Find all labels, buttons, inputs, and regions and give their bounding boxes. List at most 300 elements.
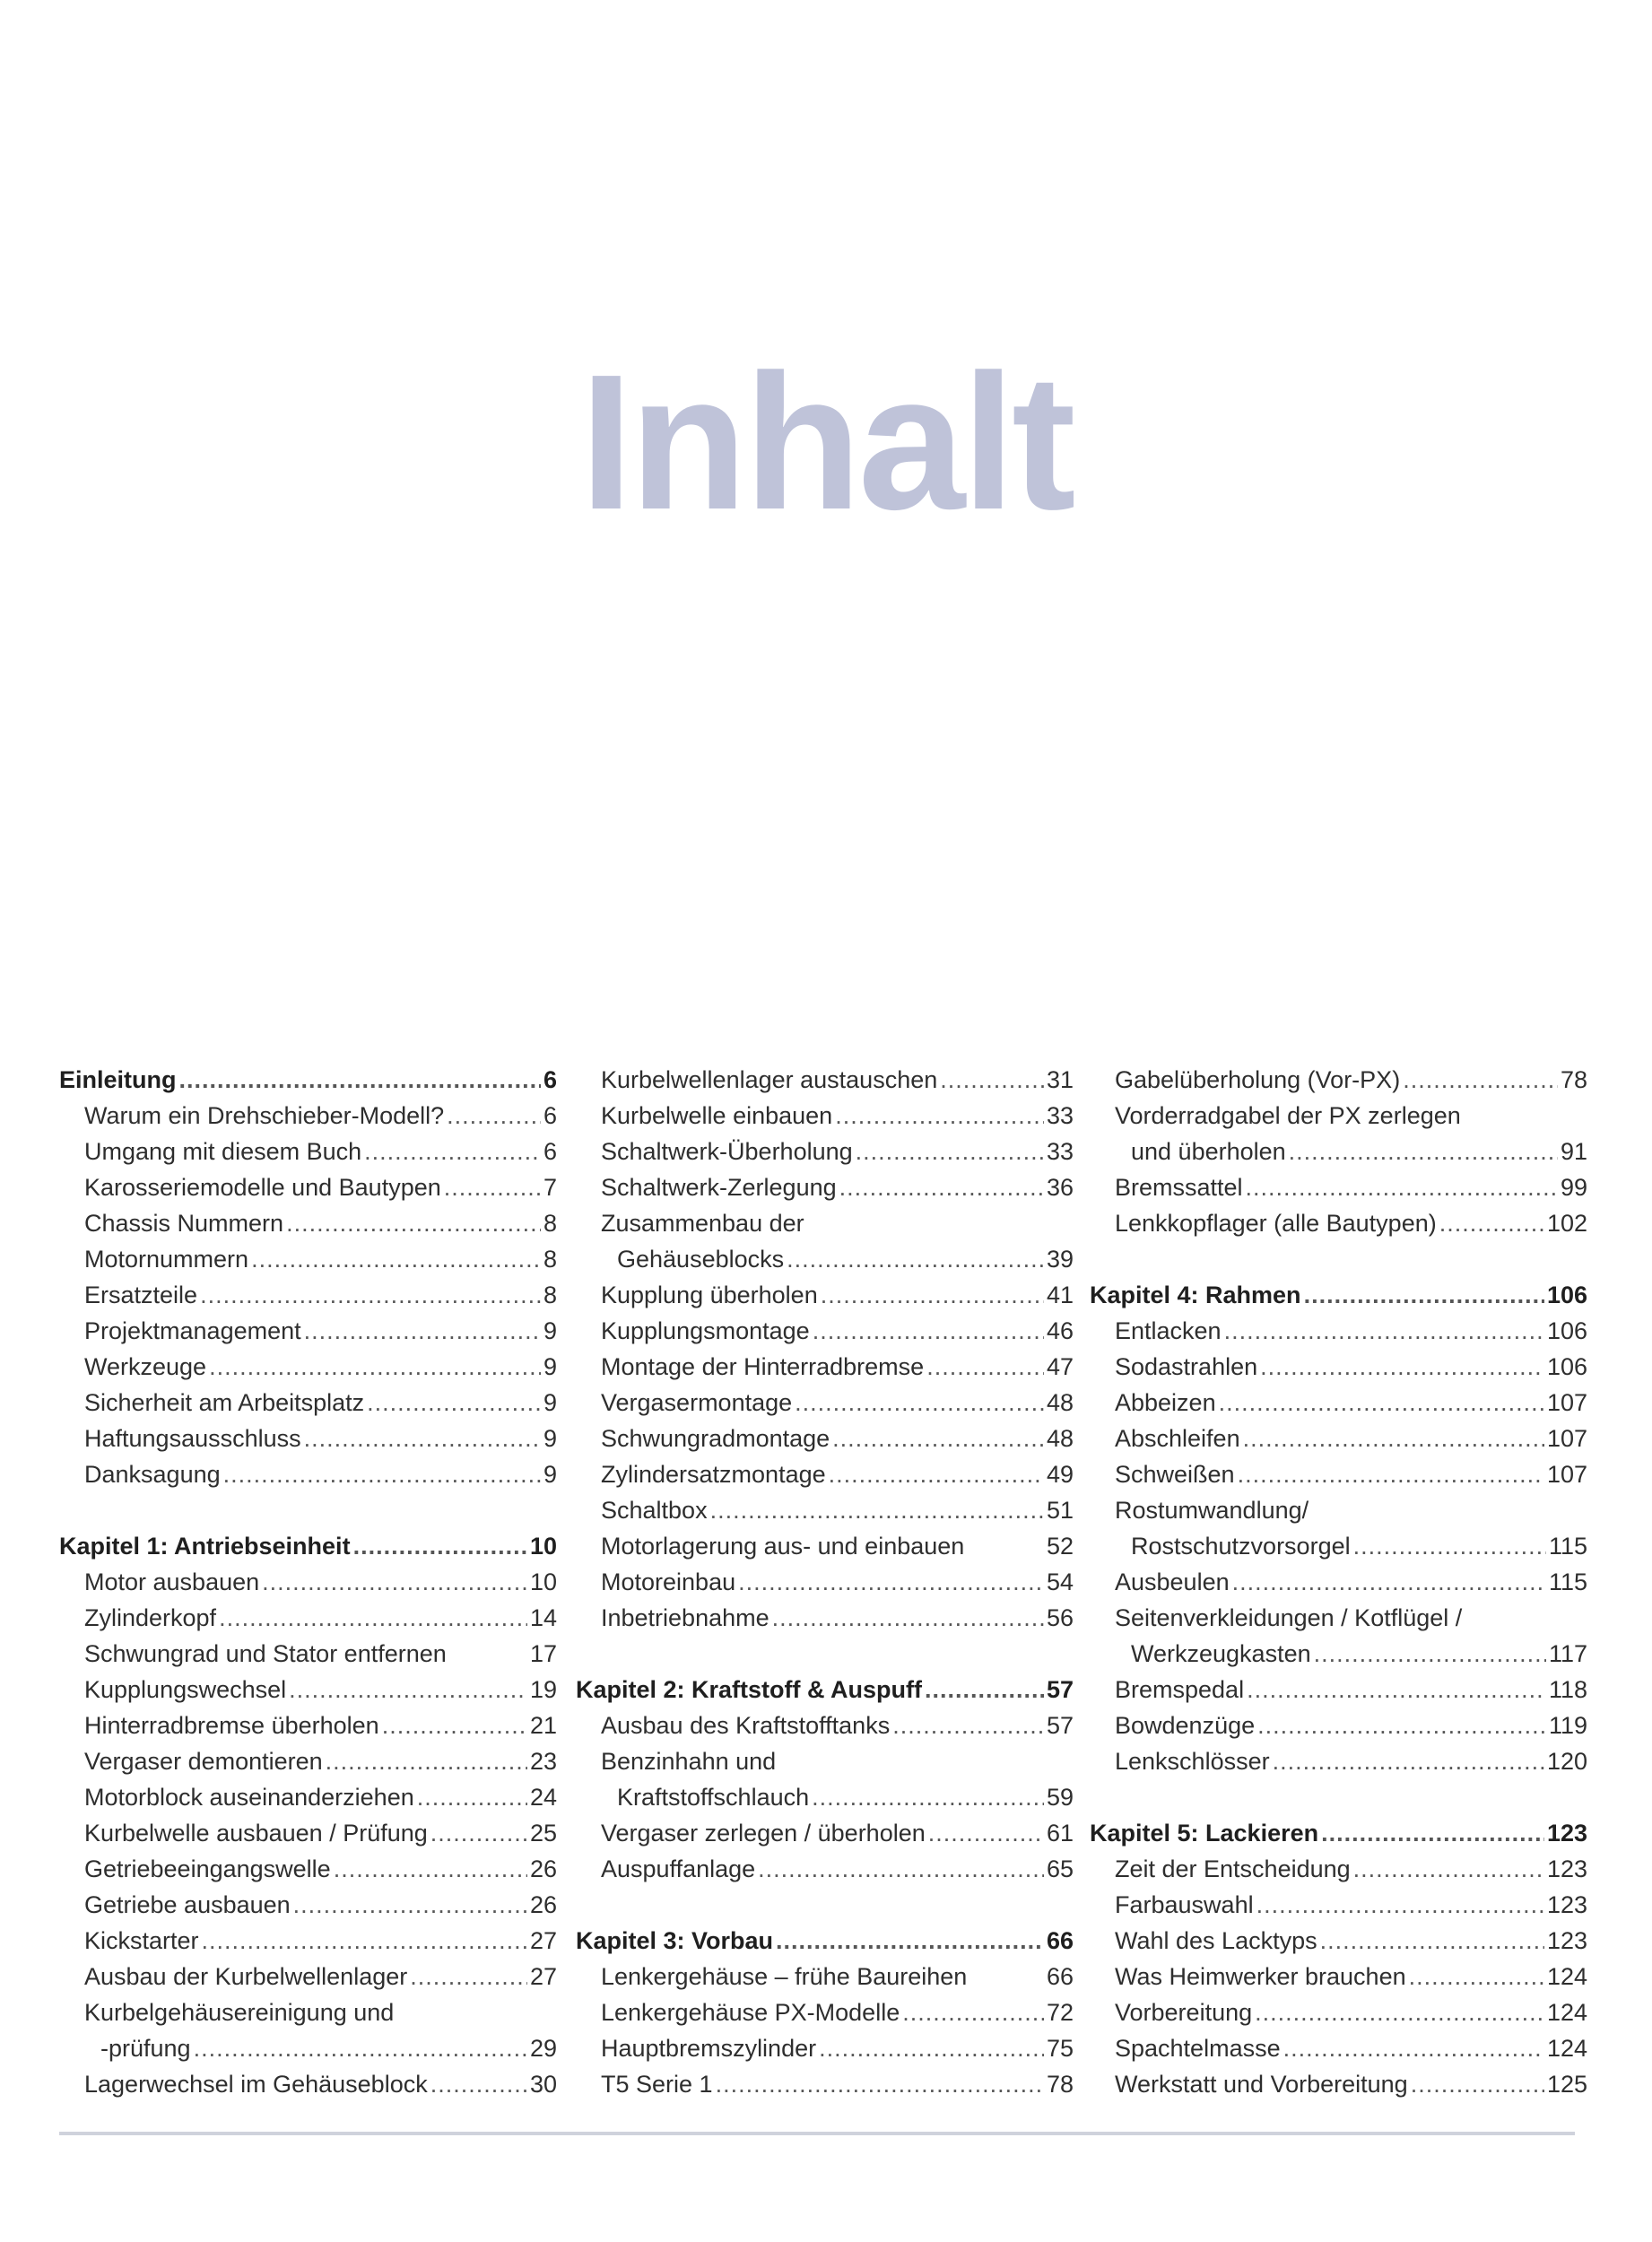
toc-entry-title: Spachtelmasse <box>1115 2035 1281 2062</box>
toc-entry <box>1090 1492 1587 1528</box>
toc-page-number: 19 <box>529 1676 557 1703</box>
toc-entry <box>576 1385 1074 1421</box>
toc-page-number: 49 <box>1046 1461 1074 1488</box>
toc-page-number: 65 <box>1046 1855 1074 1882</box>
toc-entry <box>576 1564 1074 1600</box>
toc-entry-title: Hauptbremszylinder <box>601 2035 817 2062</box>
toc-entry-title: Schaltwerk-Überholung <box>601 1138 853 1165</box>
toc-entry <box>1090 1708 1587 1743</box>
toc-entry-title: Kapitel 5: Lackieren <box>1090 1820 1319 1847</box>
dot-leader <box>1243 1421 1544 1456</box>
toc-entry <box>576 1098 1074 1134</box>
toc-entry <box>1090 1851 1587 1887</box>
toc-entry-title: Entlacken <box>1115 1317 1222 1344</box>
toc-page-number: 52 <box>1046 1533 1074 1560</box>
toc-entry-title: Ausbau des Kraftstofftanks <box>601 1712 891 1739</box>
toc-entry-title: -prüfung <box>100 2035 191 2062</box>
toc-entry-title: Abbeizen <box>1115 1389 1216 1416</box>
dot-leader <box>776 1923 1044 1959</box>
dot-leader <box>1224 1313 1544 1349</box>
toc-entry-title: Rostschutzvorsorgel <box>1131 1533 1351 1560</box>
toc-entry <box>576 1205 1074 1241</box>
toc-entry-title: Kurbelgehäusereinigung und <box>84 1999 395 2026</box>
toc-entry-title: Vergaser zerlegen / überholen <box>601 1820 926 1847</box>
dot-leader <box>179 1062 541 1098</box>
toc-entry-title: Danksagung <box>84 1461 221 1488</box>
toc-page-number: 99 <box>1560 1174 1587 1201</box>
toc-entry <box>59 1851 557 1887</box>
dot-leader <box>940 1062 1044 1098</box>
dot-leader <box>1314 1636 1546 1672</box>
dot-leader <box>364 1134 541 1169</box>
toc-entry-title: Schweißen <box>1115 1461 1235 1488</box>
toc-entry-title: Kapitel 4: Rahmen <box>1090 1282 1301 1308</box>
toc-page-number: 61 <box>1046 1820 1074 1847</box>
toc-entry-title: Schaltwerk-Zerlegung <box>601 1174 837 1201</box>
toc-entry-title: Bowdenzüge <box>1115 1712 1256 1739</box>
toc-entry-title: Inbetriebnahme <box>601 1604 769 1631</box>
dot-leader <box>200 1277 541 1313</box>
toc-chapter-heading <box>59 1062 557 1098</box>
toc-column-2 <box>576 1062 1074 2102</box>
dot-leader <box>772 1600 1044 1636</box>
dot-leader <box>1321 1815 1544 1851</box>
toc-page-number: 17 <box>529 1640 557 1667</box>
dot-leader <box>839 1169 1044 1205</box>
toc-entry <box>59 1169 557 1205</box>
toc-entry-title: Einleitung <box>59 1066 177 1093</box>
toc-page-number: 56 <box>1046 1604 1074 1631</box>
toc-entry <box>59 1600 557 1636</box>
toc-entry-title: Ersatzteile <box>84 1282 198 1308</box>
dot-leader <box>1403 1062 1558 1098</box>
toc-entry <box>1090 1528 1587 1564</box>
toc-entry <box>59 1887 557 1923</box>
toc-entry <box>1090 1134 1587 1169</box>
toc-entry-title: Seitenverkleidungen / Kotflügel / <box>1115 1604 1463 1631</box>
dot-leader <box>1260 1349 1544 1385</box>
dot-leader <box>835 1098 1044 1134</box>
toc-entry <box>1090 1636 1587 1672</box>
toc-entry-title: Getriebeeingangswelle <box>84 1855 331 1882</box>
toc-page-number: 46 <box>1046 1317 1074 1344</box>
dot-leader <box>304 1313 541 1349</box>
toc-entry-title: Zeit der Entscheidung <box>1115 1855 1351 1882</box>
toc-page-number: 66 <box>1046 1963 1074 1990</box>
toc-page-number: 26 <box>529 1855 557 1882</box>
toc-page-number: 125 <box>1546 2071 1587 2098</box>
dot-leader <box>326 1743 527 1779</box>
dot-leader <box>289 1672 527 1708</box>
toc-entry-title: Lenkergehäuse PX-Modelle <box>601 1999 900 2026</box>
toc-entry-title: Projektmanagement <box>84 1317 301 1344</box>
toc-page-number: 23 <box>529 1748 557 1775</box>
toc-entry <box>59 1241 557 1277</box>
toc-entry-title: Zylindersatzmontage <box>601 1461 826 1488</box>
toc-entry-title: Gehäuseblocks <box>617 1246 785 1273</box>
toc-entry-title: Vergaser demontieren <box>84 1748 323 1775</box>
toc-entry <box>576 1815 1074 1851</box>
toc-column-3 <box>1090 1062 1587 2102</box>
dot-leader <box>1283 2030 1544 2066</box>
dot-leader <box>812 1779 1044 1815</box>
dot-leader <box>293 1887 527 1923</box>
toc-entry <box>1090 1313 1587 1349</box>
toc-entry-title: Kupplungswechsel <box>84 1676 287 1703</box>
toc-entry-title: Kapitel 2: Kraftstoff & Auspuff <box>576 1676 922 1703</box>
dot-leader <box>1409 1959 1544 1994</box>
toc-entry-title: Schaltbox <box>601 1497 708 1524</box>
toc-entry-title: Karosseriemodelle und Bautypen <box>84 1174 441 1201</box>
toc-entry <box>1090 2066 1587 2102</box>
toc-page-number: 72 <box>1046 1999 1074 2026</box>
toc-entry <box>1090 1600 1587 1636</box>
toc-chapter-heading <box>59 1528 557 1564</box>
toc-entry <box>576 1134 1074 1169</box>
toc-page-number: 123 <box>1546 1820 1587 1847</box>
dot-leader <box>417 1779 527 1815</box>
toc-entry <box>1090 1923 1587 1959</box>
dot-leader <box>819 2030 1044 2066</box>
toc-entry-title: Zylinderkopf <box>84 1604 217 1631</box>
toc-entry-title: Was Heimwerker brauchen <box>1115 1963 1406 1990</box>
toc-page-number: 29 <box>529 2035 557 2062</box>
dot-leader <box>262 1564 527 1600</box>
toc-entry-title: Vorderradgabel der PX zerlegen <box>1115 1102 1461 1129</box>
toc-page-number: 21 <box>529 1712 557 1739</box>
dot-leader <box>382 1708 527 1743</box>
toc-page-number: 9 <box>543 1389 557 1416</box>
toc-entry <box>59 1205 557 1241</box>
toc-entry <box>1090 1994 1587 2030</box>
toc-entry <box>576 1528 1074 1564</box>
toc-entry-title: Bremssattel <box>1115 1174 1243 1201</box>
dot-leader <box>716 2066 1044 2102</box>
toc-entry <box>59 1994 557 2030</box>
dot-leader <box>832 1421 1044 1456</box>
toc-page-number: 106 <box>1546 1282 1587 1308</box>
dot-leader <box>1255 1994 1544 2030</box>
toc-chapter-heading <box>576 1672 1074 1708</box>
toc-page-number: 9 <box>543 1461 557 1488</box>
toc-entry-title: Benzinhahn und <box>601 1748 777 1775</box>
toc-page-number: 48 <box>1046 1425 1074 1452</box>
toc-entry <box>1090 1205 1587 1241</box>
toc-entry-title: Kraftstoffschlauch <box>617 1784 810 1811</box>
dot-leader <box>1246 1169 1558 1205</box>
toc-entry-title: Ausbau der Kurbelwellenlager <box>84 1963 408 1990</box>
toc-entry-title: Lenkschlösser <box>1115 1748 1270 1775</box>
dot-leader <box>1304 1277 1544 1313</box>
dot-leader <box>1232 1564 1546 1600</box>
toc-page-number: 7 <box>543 1174 557 1201</box>
toc-entry-title: Schwungradmontage <box>601 1425 830 1452</box>
dot-leader <box>925 1672 1044 1708</box>
toc-entry <box>1090 2030 1587 2066</box>
toc-page-number: 30 <box>529 2071 557 2098</box>
toc-page-number: 54 <box>1046 1569 1074 1595</box>
toc-entry-title: Haftungsausschluss <box>84 1425 301 1452</box>
toc-entry <box>576 1492 1074 1528</box>
toc-page-number: 75 <box>1046 2035 1074 2062</box>
toc-entry <box>1090 1456 1587 1492</box>
toc-entry-title: und überholen <box>1131 1138 1286 1165</box>
toc-entry-title: Motorblock auseinanderziehen <box>84 1784 414 1811</box>
dot-leader <box>1289 1134 1558 1169</box>
toc-entry <box>59 1923 557 1959</box>
toc-page-number: 39 <box>1046 1246 1074 1273</box>
page-title: Inhalt <box>579 334 1073 550</box>
toc-entry <box>59 1134 557 1169</box>
toc-entry-title: Abschleifen <box>1115 1425 1240 1452</box>
toc-page-number: 118 <box>1548 1676 1587 1703</box>
dot-leader <box>430 2066 527 2102</box>
toc-entry-title: Rostumwandlung/ <box>1115 1497 1309 1524</box>
toc-entry-title: Kupplungsmontage <box>601 1317 810 1344</box>
toc-entry-title: Farbauswahl <box>1115 1891 1254 1918</box>
toc-entry <box>59 1313 557 1349</box>
toc-page-number: 120 <box>1546 1748 1587 1775</box>
toc-entry <box>576 1959 1074 1994</box>
dot-leader <box>367 1385 541 1421</box>
dot-leader <box>758 1851 1044 1887</box>
dot-leader <box>1353 1851 1544 1887</box>
toc-entry-title: Motorlagerung aus- und einbauen <box>601 1533 965 1560</box>
dot-leader <box>410 1959 527 1994</box>
toc-page-number: 57 <box>1046 1676 1074 1703</box>
dot-leader <box>829 1456 1044 1492</box>
dot-leader <box>856 1134 1044 1169</box>
toc-entry-title: Kapitel 1: Antriebseinheit <box>59 1533 351 1560</box>
toc-page-number: 119 <box>1548 1712 1587 1739</box>
toc-page-number: 27 <box>529 1927 557 1954</box>
dot-leader <box>821 1277 1044 1313</box>
toc-entry <box>576 1600 1074 1636</box>
toc-entry-title: Warum ein Drehschieber-Modell? <box>84 1102 445 1129</box>
dot-leader <box>926 1349 1044 1385</box>
toc-entry <box>59 1421 557 1456</box>
toc-entry <box>1090 1887 1587 1923</box>
toc-page-number: 51 <box>1046 1497 1074 1524</box>
toc-entry <box>576 1062 1074 1098</box>
toc-entry <box>576 1313 1074 1349</box>
toc-page-number: 9 <box>543 1425 557 1452</box>
toc-column-1 <box>59 1062 557 2102</box>
toc-entry-title: Chassis Nummern <box>84 1210 284 1237</box>
toc-page-number: 24 <box>529 1784 557 1811</box>
toc-entry <box>576 1169 1074 1205</box>
toc-page-number: 8 <box>543 1246 557 1273</box>
toc-entry-title: Kickstarter <box>84 1927 199 1954</box>
dot-leader <box>1273 1743 1544 1779</box>
toc-page-number: 106 <box>1546 1353 1587 1380</box>
toc-page-number: 115 <box>1548 1533 1587 1560</box>
toc-page-number: 78 <box>1560 1066 1587 1093</box>
toc-page-number: 8 <box>543 1282 557 1308</box>
toc-entry <box>576 1349 1074 1385</box>
toc-page-number: 123 <box>1546 1891 1587 1918</box>
dot-leader <box>1238 1456 1544 1492</box>
dot-leader <box>444 1169 541 1205</box>
toc-entry <box>576 2030 1074 2066</box>
toc-page-number: 123 <box>1546 1927 1587 1954</box>
toc-entry <box>576 1277 1074 1313</box>
toc-entry <box>59 1385 557 1421</box>
toc-page-number: 6 <box>543 1102 557 1129</box>
toc-entry-title: Werkzeuge <box>84 1353 207 1380</box>
toc-page-number: 10 <box>529 1569 557 1595</box>
dot-leader <box>813 1313 1044 1349</box>
toc-entry <box>1090 1959 1587 1994</box>
toc-page-number: 107 <box>1546 1425 1587 1452</box>
toc-entry <box>59 1708 557 1743</box>
toc-entry <box>59 1743 557 1779</box>
toc-entry-title: Kurbelwelle ausbauen / Prüfung <box>84 1820 428 1847</box>
toc-entry-title: Kurbelwelle einbauen <box>601 1102 833 1129</box>
toc-entry <box>576 1779 1074 1815</box>
toc-entry <box>59 1959 557 1994</box>
toc-entry <box>59 2030 557 2066</box>
toc-page-number: 124 <box>1546 1963 1587 1990</box>
toc-page-number: 9 <box>543 1353 557 1380</box>
toc-chapter-heading <box>1090 1277 1587 1313</box>
toc-chapter-heading <box>1090 1815 1587 1851</box>
bottom-divider <box>59 2132 1575 2135</box>
toc-page-number: 115 <box>1548 1569 1587 1595</box>
toc-page-number: 57 <box>1046 1712 1074 1739</box>
toc-entry <box>576 2066 1074 2102</box>
toc-entry-title: Hinterradbremse überholen <box>84 1712 379 1739</box>
toc-entry-title: Umgang mit diesem Buch <box>84 1138 362 1165</box>
dot-leader <box>334 1851 527 1887</box>
dot-leader <box>710 1492 1044 1528</box>
toc-page-number: 6 <box>543 1066 557 1093</box>
toc-entry <box>59 1636 557 1672</box>
toc-page-number: 107 <box>1546 1389 1587 1416</box>
toc-page-number: 33 <box>1046 1102 1074 1129</box>
toc-entry <box>1090 1421 1587 1456</box>
dot-leader <box>1411 2066 1544 2102</box>
toc-page-number: 91 <box>1560 1138 1587 1165</box>
toc-entry <box>1090 1098 1587 1134</box>
toc-entry <box>576 1743 1074 1779</box>
dot-leader <box>219 1600 527 1636</box>
toc-entry <box>59 1815 557 1851</box>
toc-entry-title: Motor ausbauen <box>84 1569 260 1595</box>
toc-page-number: 102 <box>1546 1210 1587 1237</box>
toc-entry-title: Lenkergehäuse – frühe Baureihen <box>601 1963 968 1990</box>
toc-page-number: 124 <box>1546 2035 1587 2062</box>
toc-entry-title: Schwungrad und Stator entfernen <box>84 1640 447 1667</box>
toc-entry <box>1090 1385 1587 1421</box>
toc-entry <box>59 1098 557 1134</box>
dot-leader <box>202 1923 527 1959</box>
toc-page-number: 66 <box>1046 1927 1074 1954</box>
toc-page-number: 78 <box>1046 2071 1074 2098</box>
toc-entry <box>59 1456 557 1492</box>
toc-entry-title: Kupplung überholen <box>601 1282 818 1308</box>
toc-entry <box>576 1241 1074 1277</box>
toc-page-number: 124 <box>1546 1999 1587 2026</box>
toc-entry-title: Werkzeugkasten <box>1131 1640 1311 1667</box>
toc-entry <box>1090 1564 1587 1600</box>
toc-entry-title: Lenkkopflager (alle Bautypen) <box>1115 1210 1437 1237</box>
toc-entry-title: Montage der Hinterradbremse <box>601 1353 925 1380</box>
dot-leader <box>1256 1887 1544 1923</box>
toc-entry-title: Wahl des Lacktyps <box>1115 1927 1317 1954</box>
toc-entry <box>576 1708 1074 1743</box>
toc-entry-title: Lagerwechsel im Gehäuseblock <box>84 2071 428 2098</box>
dot-leader <box>787 1241 1044 1277</box>
dot-leader <box>1257 1708 1546 1743</box>
dot-leader <box>1320 1923 1544 1959</box>
toc-page-number: 9 <box>543 1317 557 1344</box>
toc-entry <box>1090 1169 1587 1205</box>
toc-entry-title: Sodastrahlen <box>1115 1353 1258 1380</box>
dot-leader <box>1219 1385 1544 1421</box>
toc-page-number: 41 <box>1046 1282 1074 1308</box>
toc-page-number: 8 <box>543 1210 557 1237</box>
toc-entry-title: Kurbelwellenlager austauschen <box>601 1066 938 1093</box>
toc-page-number: 59 <box>1046 1784 1074 1811</box>
toc-entry-title: Motoreinbau <box>601 1569 736 1595</box>
toc-page-number: 10 <box>529 1533 557 1560</box>
toc-entry <box>59 1349 557 1385</box>
toc-page-number: 47 <box>1046 1353 1074 1380</box>
dot-leader <box>892 1708 1044 1743</box>
toc-page-number: 25 <box>529 1820 557 1847</box>
toc-entry <box>1090 1062 1587 1098</box>
toc-entry-title: Motornummern <box>84 1246 249 1273</box>
toc-page-number: 33 <box>1046 1138 1074 1165</box>
toc-entry <box>576 1456 1074 1492</box>
toc-page-number: 6 <box>543 1138 557 1165</box>
dot-leader <box>1247 1672 1546 1708</box>
dot-leader <box>430 1815 527 1851</box>
toc-entry-title: Zusammenbau der <box>601 1210 804 1237</box>
toc-page-number: 48 <box>1046 1389 1074 1416</box>
toc-entry <box>1090 1349 1587 1385</box>
toc-entry <box>576 1851 1074 1887</box>
dot-leader <box>738 1564 1044 1600</box>
toc-entry-title: Auspuffanlage <box>601 1855 756 1882</box>
toc-entry <box>576 1994 1074 2030</box>
dot-leader <box>223 1456 541 1492</box>
dot-leader <box>1439 1205 1544 1241</box>
dot-leader <box>928 1815 1044 1851</box>
dot-leader <box>209 1349 541 1385</box>
toc-chapter-heading <box>576 1923 1074 1959</box>
toc-entry <box>1090 1743 1587 1779</box>
dot-leader <box>902 1994 1044 2030</box>
dot-leader <box>447 1098 541 1134</box>
toc-entry-title: Sicherheit am Arbeitsplatz <box>84 1389 365 1416</box>
dot-leader <box>1353 1528 1546 1564</box>
toc-page-number: 14 <box>529 1604 557 1631</box>
dot-leader <box>353 1528 527 1564</box>
toc-entry-title: Gabelüberholung (Vor-PX) <box>1115 1066 1401 1093</box>
toc-entry-title: Ausbeulen <box>1115 1569 1230 1595</box>
toc-entry <box>59 1277 557 1313</box>
toc-page-number: 106 <box>1546 1317 1587 1344</box>
toc-page-number: 123 <box>1546 1855 1587 1882</box>
toc-entry <box>59 1779 557 1815</box>
dot-leader <box>194 2030 527 2066</box>
dot-leader <box>286 1205 541 1241</box>
toc-page-number: 26 <box>529 1891 557 1918</box>
toc-entry <box>59 1672 557 1708</box>
toc-page-number: 36 <box>1046 1174 1074 1201</box>
